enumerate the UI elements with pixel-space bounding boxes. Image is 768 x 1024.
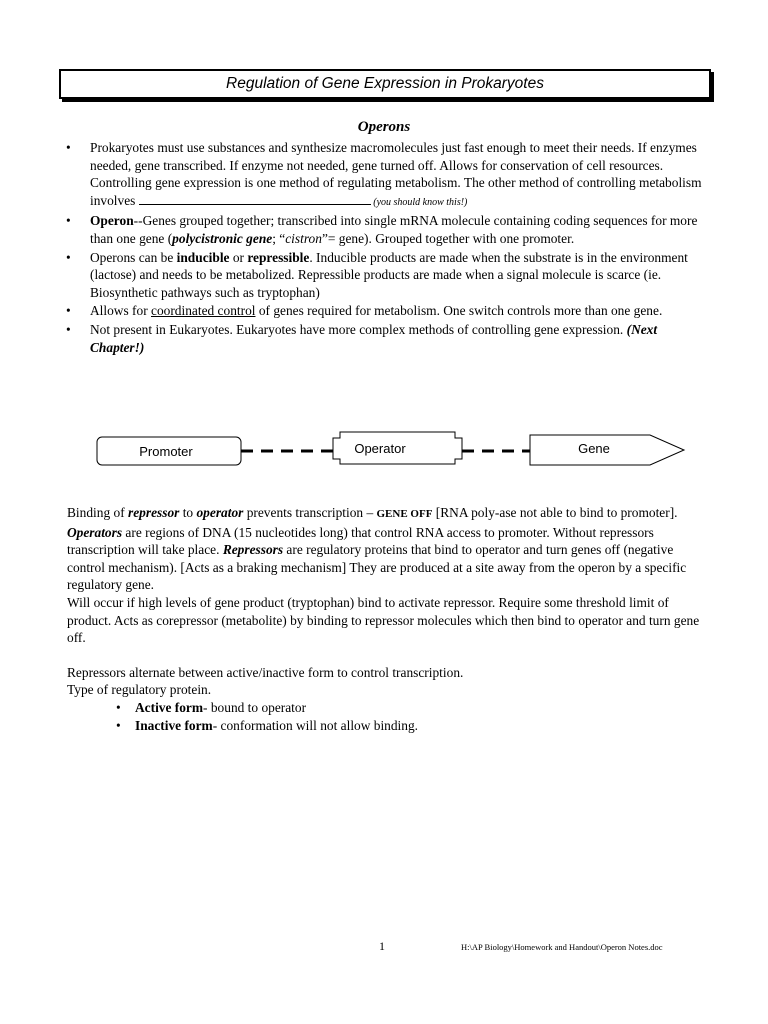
bullet-item — [66, 249, 706, 302]
operator-term: operator — [196, 505, 244, 520]
paragraph — [67, 504, 707, 524]
b4-text: of genes required for metabolism. One switch controls more than one gene. — [255, 303, 663, 319]
paragraph: Repressors alternate between active/inactive form to control transcription. — [67, 664, 464, 680]
s1-text: - bound to operator — [203, 699, 307, 715]
b2-term3: cistron — [285, 230, 322, 246]
sub-bullet-item — [67, 699, 707, 717]
page-number: 1 — [379, 939, 385, 953]
section-heading: Operons — [357, 119, 411, 135]
spacer — [67, 647, 707, 664]
b2-term2: polycistronic gene — [172, 230, 273, 246]
b2-text: ; “ — [272, 230, 286, 246]
active-form-term: Active form — [135, 699, 204, 715]
b3-text: . Inducible products are made when the substrate is in the environment (lactose) and needs to be metabolized. Repressible products are made when a signal molecule is scarce (ie. Biosynthetic pathways such as tryptophan) — [90, 249, 688, 300]
b2-text: --Genes grouped together; transcribed into single mRNA molecule containing coding sequences for more than one gene ( — [90, 213, 698, 246]
bullet-item — [66, 302, 706, 320]
s2-text: - conformation will not allow binding. — [212, 717, 419, 733]
paragraph — [67, 524, 707, 594]
bullet-item — [66, 139, 706, 211]
b3-text: or — [229, 249, 248, 265]
gene-label: Gene — [578, 441, 610, 456]
b3-text: Operons can be — [90, 249, 177, 265]
bullet-item — [66, 321, 706, 356]
b2-text: ”= gene). Grouped together with one promoter. — [321, 230, 575, 246]
bullet-dot: • — [66, 249, 71, 265]
p1-text: to — [179, 505, 197, 520]
b1-note: (you should know this!) — [370, 196, 468, 208]
bullet-list — [66, 139, 706, 357]
b3-term2: repressible — [247, 249, 310, 265]
gene-off-label: GENE OFF — [376, 508, 433, 520]
bullet-dot: • — [66, 213, 71, 229]
operators-term: Operators — [67, 524, 123, 540]
p2-text: are regions of DNA (15 nucleotides long) that control RNA access to promoter. Without repressors transcription will take place. — [67, 524, 654, 558]
title-box — [59, 69, 711, 99]
bullet-dot: • — [66, 303, 71, 319]
page-title: Regulation of Gene Expression in Prokaryotes — [226, 75, 544, 92]
bullet-dot: • — [66, 140, 71, 155]
b4-term: coordinated control — [151, 303, 256, 319]
bullet-dot: • — [66, 321, 71, 337]
body-text — [67, 504, 707, 734]
b5-note: (Next Chapter!) — [90, 321, 658, 355]
repressors-term: Repressors — [222, 542, 284, 558]
bullet-item — [66, 212, 706, 247]
operator-label: Operator — [354, 441, 406, 456]
paragraph: Type of regulatory protein. — [67, 682, 212, 698]
bullet-dot: • — [116, 699, 121, 715]
repressor-term: repressor — [128, 505, 180, 520]
p2-text: are regulatory proteins that bind to operator and turn genes off (negative control mechanism). [Acts as a braking mechanism] They are produced at a site away from the operon by a specific regulatory gene. — [67, 542, 687, 593]
inactive-form-term: Inactive form — [135, 717, 213, 733]
promoter-label: Promoter — [139, 444, 193, 459]
b1-text: Prokaryotes must use substances and synthesize macromolecules just fast enough to meet their needs. If enzymes needed, gene transcribed. If enzyme not needed, gene turned off. Allows for conservation of cell resources. Controlling gene expression is one method of regulating metabolism. The other method of controlling metabolism involves — [90, 140, 702, 208]
paragraph: Will occur if high levels of gene product (tryptophan) bind to activate repressor. Require some threshold limit of product. Acts as corepressor (metabolite) by binding to repressor molecules which then bind to operator and turn gene off. — [67, 594, 700, 646]
operon-diagram — [0, 420, 768, 480]
fill-in-blank — [139, 192, 371, 205]
bullet-dot: • — [116, 717, 121, 733]
sub-bullet-item — [67, 717, 707, 735]
p1-text: Binding of — [67, 505, 129, 520]
b4-text: Allows for — [90, 303, 151, 319]
b2-term: Operon — [90, 213, 134, 229]
p1-text: prevents transcription – — [243, 505, 377, 520]
file-path: H:\AP Biology\Homework and Handout\Operon Notes.doc — [461, 942, 663, 952]
b5-text: Not present in Eukaryotes. Eukaryotes have more complex methods of controlling gene expression. — [90, 321, 627, 337]
b3-term1: inducible — [176, 249, 230, 265]
p1-text: [RNA poly-ase not able to bind to promoter]. — [432, 505, 678, 520]
